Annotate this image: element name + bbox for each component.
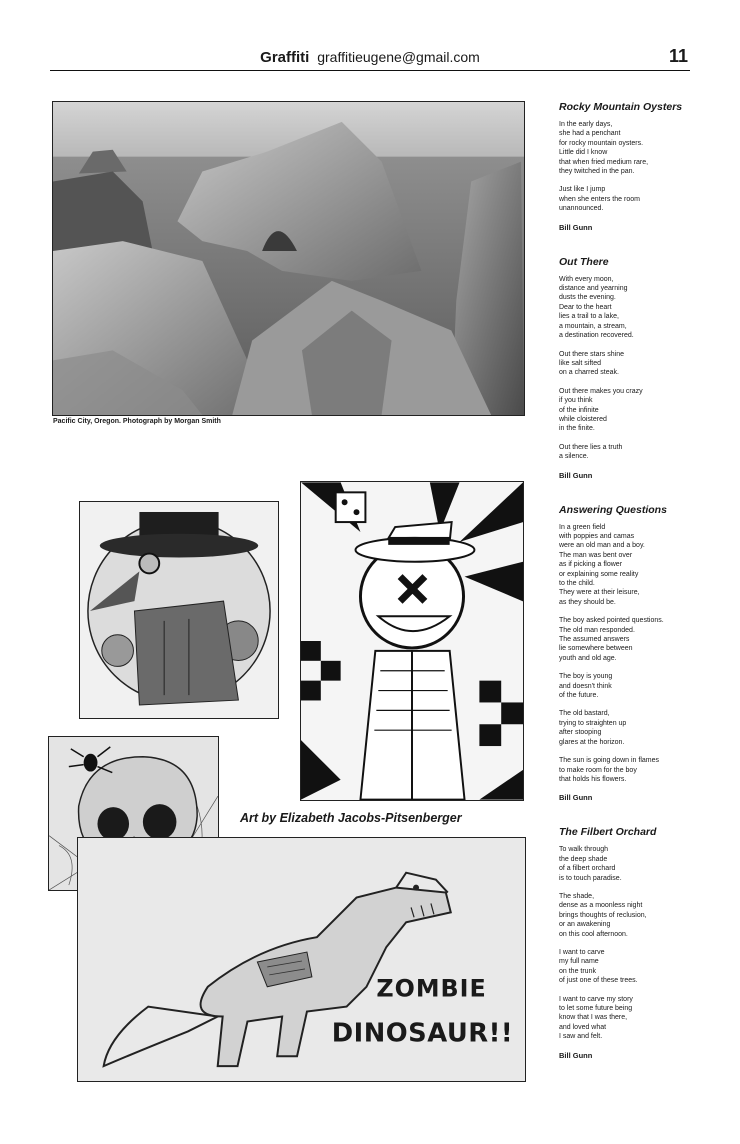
poem-stanza: The boy asked pointed questions. The old man responded. The assumed answers lie somewhere between youth and old age. bbox=[559, 617, 664, 662]
poem-author: Bill Gunn bbox=[559, 222, 593, 232]
poem-stanza: I want to carve my full name on the trunk of just one of these trees. bbox=[559, 948, 638, 985]
poem-author: Bill Gunn bbox=[559, 793, 593, 803]
poem-the-filbert-orchard bbox=[559, 825, 709, 1060]
poem-author: Bill Gunn bbox=[559, 470, 593, 480]
poem-stanza: With every moon, distance and yearning dusts the evening. Dear to the heart lies a trail to a lake, a mountain, a stream, a destination recovered. bbox=[559, 275, 634, 340]
poem-stanza: In a green field with poppies and camas were an old man and a boy. The man was bent over as if picking a flower or explaining some reality to the child. They were at their leisure, as they should be. bbox=[559, 523, 645, 606]
poem-stanza: I want to carve my story to let some future being know that I was there, and loved what I saw and felt. bbox=[559, 995, 633, 1041]
poems-column bbox=[559, 100, 709, 1083]
page-number: 11 bbox=[668, 46, 688, 66]
coast-photo bbox=[52, 101, 525, 416]
zombie-dinosaur-art bbox=[77, 837, 526, 1082]
poem-stanza: Out there makes you crazy if you think of the infinite while cloistered in the finite. bbox=[559, 387, 643, 433]
poem-author: Bill Gunn bbox=[559, 1050, 593, 1060]
poem-out-there bbox=[559, 255, 709, 481]
hat-character-art bbox=[300, 481, 524, 801]
poem-stanza: Out there stars shine like salt sifted on a charred steak. bbox=[559, 350, 624, 377]
poem-stanza: The shade, dense as a moonless night brings thoughts of reclusion, or an awakening on this cool afternoon. bbox=[559, 892, 647, 938]
poem-rocky-mountain-oysters bbox=[559, 100, 709, 233]
photo-caption: Pacific City, Oregon. Photograph by Morgan Smith bbox=[53, 418, 221, 425]
plague-doctor-art bbox=[79, 501, 279, 719]
poem-stanza: The old bastard, trying to straighten up after stooping glares at the horizon. bbox=[559, 710, 627, 746]
poem-title: The Filbert Orchard bbox=[559, 826, 657, 839]
poem-title: Answering Questions bbox=[559, 503, 667, 516]
poem-stanza: Just like I jump when she enters the room unannounced. bbox=[559, 186, 640, 213]
poem-stanza: To walk through the deep shade of a filbert orchard is to touch paradise. bbox=[559, 846, 622, 882]
dinosaur-text: DINOSAUR!! bbox=[331, 1018, 514, 1049]
art-credit: Art by Elizabeth Jacobs-Pitsenberger bbox=[240, 811, 462, 825]
poem-answering-questions bbox=[559, 503, 709, 804]
poem-stanza: The boy is young and doesn't think of the future. bbox=[559, 673, 613, 700]
masthead bbox=[50, 48, 690, 67]
zombie-text: ZOMBIE bbox=[376, 974, 487, 1003]
poem-stanza: In the early days, she had a penchant for rocky mountain oysters. Little did I know that when fried medium rare, they twitched in the pan. bbox=[559, 121, 649, 176]
poem-stanza: Out there lies a truth a silence. bbox=[559, 443, 623, 461]
poem-title: Rocky Mountain Oysters bbox=[559, 101, 683, 113]
publication-title: Graffiti bbox=[260, 49, 310, 66]
poem-stanza: The sun is going down in flames to make room for the boy that holds his flowers. bbox=[559, 757, 659, 783]
contact-email: graffitieugene@gmail.com bbox=[317, 49, 480, 65]
page-header bbox=[50, 44, 690, 71]
poem-title: Out There bbox=[559, 255, 609, 268]
